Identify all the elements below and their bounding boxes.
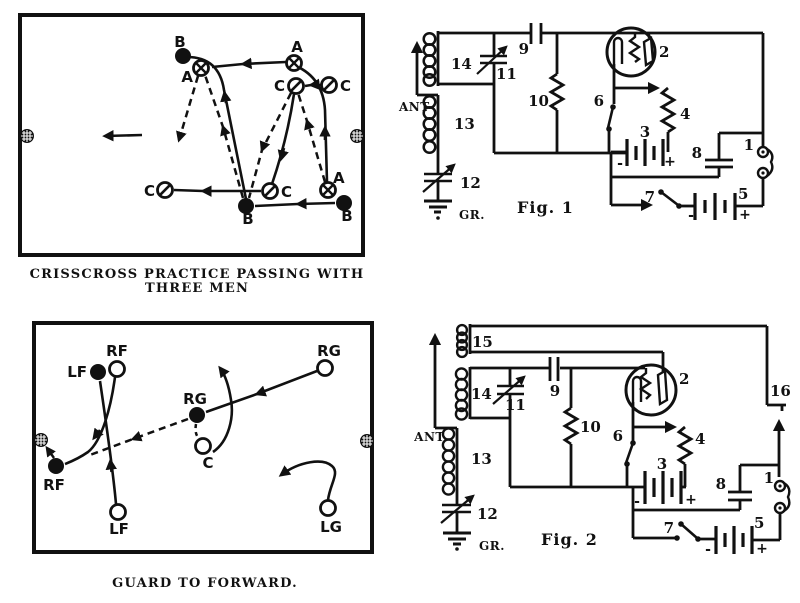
player-label: RF bbox=[106, 342, 128, 360]
player-label: RG bbox=[317, 342, 341, 360]
ground-label: GR. bbox=[459, 208, 485, 222]
figure-title: Fig. 1 bbox=[517, 198, 574, 217]
player-label: RF bbox=[43, 476, 65, 494]
player-marker-rg-top bbox=[318, 361, 333, 376]
component-number: 11 bbox=[505, 396, 526, 414]
player-label: C bbox=[340, 77, 352, 95]
player-marker-c-bottom bbox=[263, 184, 278, 199]
component-number: 14 bbox=[471, 385, 492, 403]
battery-plus: + bbox=[685, 492, 697, 508]
capacitor-9-icon bbox=[550, 357, 558, 381]
solid-lines bbox=[47, 368, 335, 504]
coil-14-icon bbox=[424, 31, 438, 86]
antenna-label: ANT bbox=[399, 100, 430, 114]
capacitor-9-icon bbox=[531, 23, 541, 44]
player-label: C bbox=[143, 182, 155, 200]
component-number: 7 bbox=[644, 188, 655, 206]
component-number: 16 bbox=[770, 382, 791, 400]
battery-5-icon bbox=[716, 526, 780, 554]
coil-14-icon bbox=[456, 367, 470, 420]
headphone-jack-icon bbox=[758, 33, 772, 206]
player-marker-c bbox=[196, 439, 211, 454]
circuit-fig2 bbox=[413, 324, 791, 558]
switch-6-icon bbox=[606, 104, 616, 153]
basket-icon bbox=[350, 129, 364, 143]
battery-plus: + bbox=[664, 154, 676, 170]
battery-plus: + bbox=[739, 207, 751, 223]
variable-capacitor-12-icon bbox=[423, 156, 454, 200]
battery-minus: - bbox=[688, 208, 694, 224]
component-number: 5 bbox=[754, 514, 765, 532]
dashed-lines bbox=[179, 75, 325, 198]
player-label: RG bbox=[183, 390, 207, 408]
basket-icon bbox=[20, 129, 34, 143]
component-number: 3 bbox=[639, 123, 651, 141]
caption-crisscross-line1: CRISSCROSS PRACTICE PASSING WITH bbox=[29, 267, 365, 282]
player-marker-c-top bbox=[289, 79, 304, 94]
component-number: 2 bbox=[679, 370, 690, 388]
basket-icon bbox=[34, 433, 48, 447]
component-number: 13 bbox=[471, 450, 492, 468]
variable-capacitor-11-icon bbox=[477, 33, 507, 153]
headphone-jack-icon bbox=[775, 481, 789, 540]
battery-plus: + bbox=[756, 541, 768, 557]
variable-capacitor-12-icon bbox=[441, 496, 473, 532]
caption-guard-to-forward: GUARD TO FORWARD. bbox=[112, 576, 298, 591]
component-number: 8 bbox=[715, 475, 726, 493]
player-label: LF bbox=[67, 363, 87, 381]
component-number: 13 bbox=[454, 115, 475, 133]
component-number: 8 bbox=[691, 144, 702, 162]
component-number: 4 bbox=[680, 105, 691, 123]
circuit-fig1 bbox=[398, 23, 772, 224]
player-label: C bbox=[281, 183, 293, 201]
component-number: 2 bbox=[659, 43, 670, 61]
player-label: B bbox=[174, 33, 186, 51]
component-number: 10 bbox=[528, 92, 549, 110]
battery-5-icon bbox=[695, 193, 763, 220]
battery-3-icon bbox=[645, 471, 686, 504]
component-number: 12 bbox=[460, 174, 481, 192]
component-number: 7 bbox=[663, 519, 674, 537]
component-number: 1 bbox=[743, 136, 754, 154]
basket-icon bbox=[360, 434, 374, 448]
component-number: 6 bbox=[612, 427, 623, 445]
battery-minus: - bbox=[634, 494, 640, 510]
switch-6-icon bbox=[624, 440, 636, 487]
component-number: 12 bbox=[477, 505, 498, 523]
player-label: C bbox=[202, 454, 214, 472]
player-label: A bbox=[181, 68, 193, 86]
component-number: 15 bbox=[472, 333, 493, 351]
component-number: 14 bbox=[451, 55, 472, 73]
player-marker-c-top-right bbox=[322, 78, 337, 93]
player-marker-lf-top bbox=[90, 364, 106, 380]
ground-label: GR. bbox=[479, 539, 505, 553]
direction-arrow bbox=[105, 135, 142, 136]
component-number: 3 bbox=[656, 455, 668, 473]
variable-capacitor-11-icon bbox=[493, 368, 524, 487]
ground-icon bbox=[424, 201, 452, 220]
component-number: 11 bbox=[496, 65, 517, 83]
battery-minus: - bbox=[705, 542, 711, 558]
antenna-arrow-icon bbox=[435, 336, 457, 428]
player-marker-a-left bbox=[194, 61, 209, 76]
player-marker-lf-bottom bbox=[111, 505, 126, 520]
component-number: 6 bbox=[593, 92, 604, 110]
player-marker-lg bbox=[321, 501, 336, 516]
player-marker-rf-top bbox=[110, 362, 125, 377]
component-number: 9 bbox=[518, 40, 529, 58]
component-number: 4 bbox=[695, 430, 706, 448]
component-number: 5 bbox=[738, 185, 749, 203]
player-label: B bbox=[242, 210, 254, 228]
coil-15-icon bbox=[457, 324, 470, 357]
ground-icon bbox=[443, 533, 471, 551]
capacitor-8-icon bbox=[611, 133, 763, 177]
player-marker-a-top bbox=[287, 56, 302, 71]
battery-minus: - bbox=[617, 156, 623, 172]
grid-leak-10-icon bbox=[551, 33, 563, 153]
basketball-diagram-guard-to-forward bbox=[34, 323, 374, 552]
player-label: C bbox=[273, 77, 285, 95]
component-number: 1 bbox=[763, 469, 774, 487]
component-number: 10 bbox=[580, 418, 601, 436]
player-marker-rf-bottom bbox=[48, 458, 64, 474]
grid-leak-10-icon bbox=[565, 368, 577, 487]
player-label: LF bbox=[109, 520, 129, 538]
player-label: A bbox=[291, 38, 303, 56]
antenna-tap-16-icon bbox=[767, 326, 786, 477]
player-label: A bbox=[333, 169, 345, 187]
vacuum-tube-icon bbox=[607, 28, 655, 104]
figure-title: Fig. 2 bbox=[541, 530, 598, 549]
player-label: LG bbox=[320, 518, 342, 536]
caption-crisscross-line2: THREE MEN bbox=[144, 281, 250, 296]
player-label: B bbox=[341, 207, 353, 225]
player-marker-c-bottom-left bbox=[158, 183, 173, 198]
component-number: 9 bbox=[549, 382, 561, 400]
coil-13-icon bbox=[443, 428, 457, 497]
player-marker-rg-mid bbox=[189, 407, 205, 423]
basketball-diagram-crisscross bbox=[20, 15, 364, 255]
antenna-label: ANT. bbox=[414, 430, 448, 444]
switch-7-icon bbox=[633, 521, 716, 542]
